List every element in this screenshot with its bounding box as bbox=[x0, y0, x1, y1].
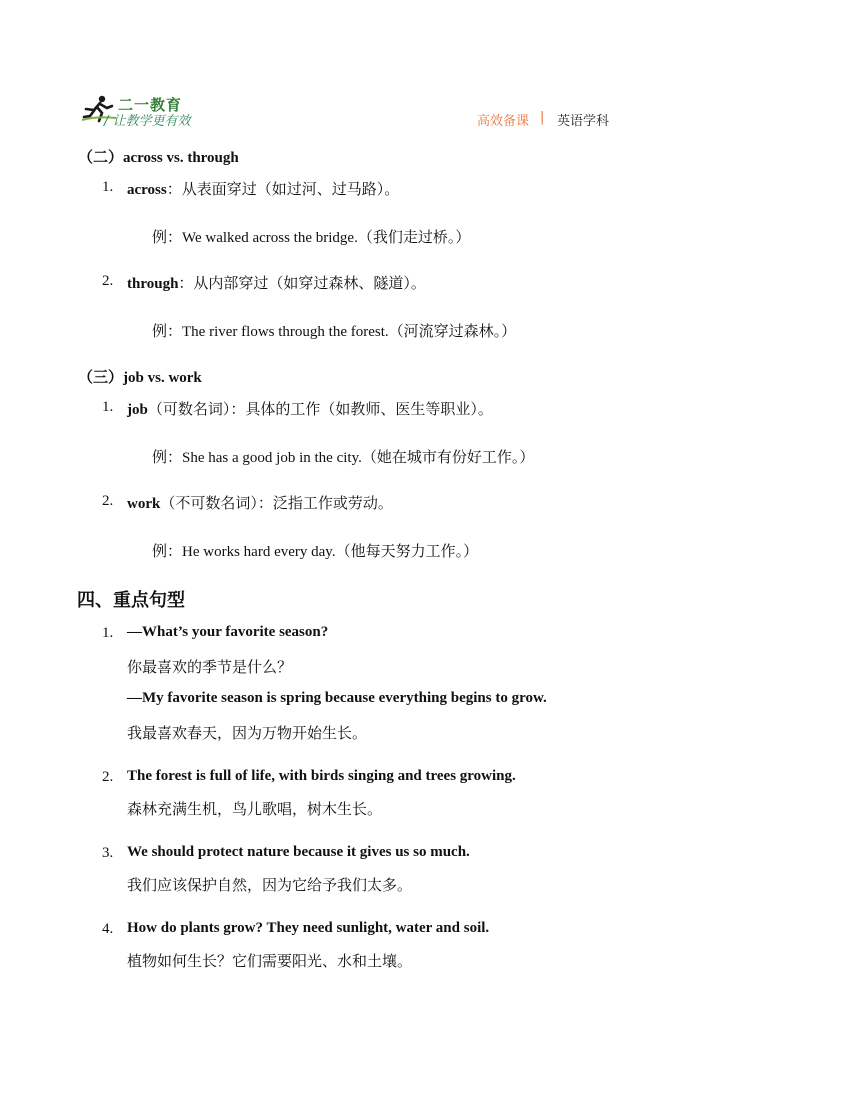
item-number: 1. bbox=[102, 179, 114, 195]
sentence-zh: 我们应该保护自然，因为它给予我们太多。 bbox=[127, 876, 413, 894]
sentence-en: How do plants grow? They need sunlight, water and soil. bbox=[127, 920, 490, 936]
item-number: 2. bbox=[102, 769, 114, 785]
item-number: 4. bbox=[102, 921, 114, 937]
logo-slogan: / 让教学更有效 bbox=[104, 114, 191, 129]
example-line: 例：She has a good job in the city.（她在城市有份好工作。） bbox=[152, 448, 535, 466]
item-number: 3. bbox=[102, 845, 114, 861]
header-right-label: 英语学科 bbox=[557, 114, 610, 129]
sentence-en: —What’s your favorite season? bbox=[127, 624, 329, 640]
section-heading: （二）across vs. through bbox=[78, 148, 239, 166]
key-sentences-heading: 四、重点句型 bbox=[77, 590, 185, 611]
sentence-zh: 植物如何生长？它们需要阳光、水和土壤。 bbox=[127, 952, 413, 970]
header-separator: | bbox=[540, 110, 545, 125]
item-number: 1. bbox=[102, 399, 114, 415]
item-number: 2. bbox=[102, 493, 114, 509]
sentence-zh: 你最喜欢的季节是什么？ bbox=[127, 658, 293, 676]
definition-line: job（可数名词）：具体的工作（如教师、医生等职业）。 bbox=[127, 400, 493, 418]
section-heading: （三）job vs. work bbox=[78, 368, 202, 386]
logo-main-text: 二一教育 bbox=[118, 96, 183, 114]
logo bbox=[82, 94, 242, 128]
sentence-en: —My favorite season is spring because everything begins to grow. bbox=[127, 690, 547, 706]
example-line: 例：The river flows through the forest.（河流穿过森林。） bbox=[152, 322, 517, 340]
sentence-zh: 森林充满生机，鸟儿歌唱，树木生长。 bbox=[127, 800, 383, 818]
header-left-label: 高效备课 bbox=[477, 114, 530, 129]
definition-line: work（不可数名词）：泛指工作或劳动。 bbox=[127, 494, 393, 512]
definition-line: across：从表面穿过（如过河、过马路）。 bbox=[127, 180, 400, 198]
example-line: 例：He works hard every day.（他每天努力工作。） bbox=[152, 542, 479, 560]
definition-line: through：从内部穿过（如穿过森林、隧道）。 bbox=[127, 274, 426, 292]
item-number: 2. bbox=[102, 273, 114, 289]
sentence-en: We should protect nature because it gives us so much. bbox=[127, 844, 470, 860]
sentence-zh: 我最喜欢春天，因为万物开始生长。 bbox=[127, 724, 368, 742]
example-line: 例：We walked across the bridge.（我们走过桥。） bbox=[152, 228, 471, 246]
sentence-en: The forest is full of life, with birds singing and trees growing. bbox=[127, 768, 516, 784]
item-number: 1. bbox=[102, 625, 114, 641]
